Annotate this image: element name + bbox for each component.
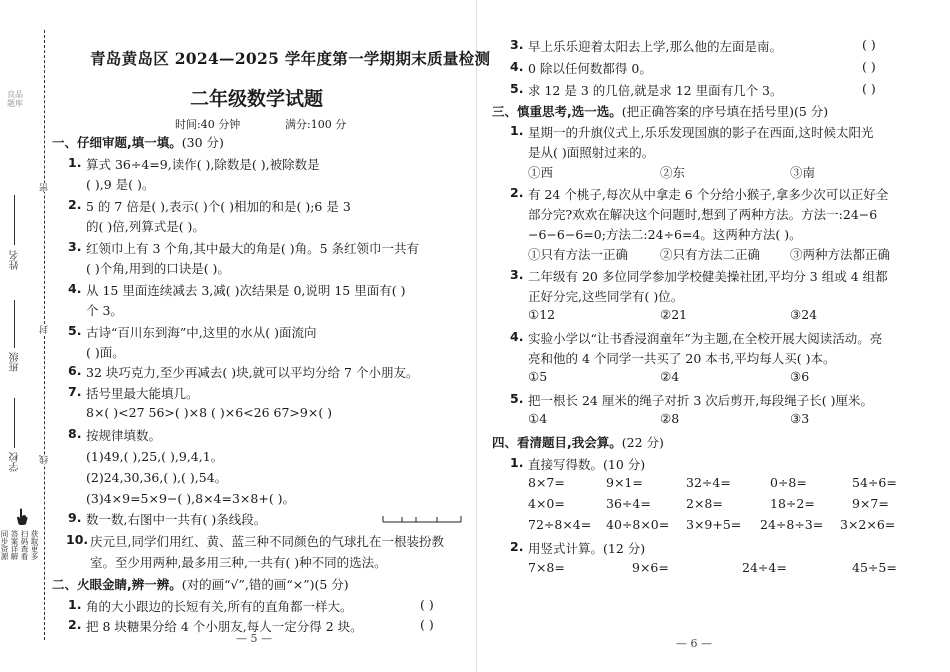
s1-q9-line1: 数一数,右图中一共有( )条线段。 [86,512,267,527]
s1-q2-line1: 5 的 7 倍是( ),表示( )个( )相加的和是( );6 是 3 [86,199,351,214]
s4-q1-text: 直接写得数。(10 分) [528,457,646,472]
s2-q4-answer-paren[interactable]: ( ) [862,59,876,74]
stamp-text-3: 获取更多 [30,530,39,560]
s2-q3-text: 早上乐乐迎着太阳去上学,那么他的左面是南。 [528,39,782,54]
stamp-text-4: 同步资源 [0,530,9,560]
s2-q4-text: 0 除以任何数都得 0。 [528,61,652,76]
s1-q1-line2: ( ),9 是( )。 [86,177,155,192]
calc-item: 18÷2= [770,496,815,511]
s1-q5-line2: ( )面。 [86,345,125,360]
s2-q4-number: 4. [510,59,524,74]
school-fill-line[interactable] [14,398,15,448]
s2-q5-answer-paren[interactable]: ( ) [862,81,876,96]
s2-q2-number: 2. [68,617,82,632]
s3-q1-number: 1. [510,123,524,138]
calc-item: 9×7= [852,496,889,511]
page-number-right: — 6 — [676,637,712,650]
calc-item: 0÷8= [770,475,807,490]
s1-q10-line1: 庆元旦,同学们用红、黄、蓝三种不同颜色的气球扎在一根装扮教 [90,534,444,549]
school-label: 学校 [10,452,21,472]
calc-item: 72÷8×4= [528,517,592,532]
s1-q4-line1: 从 15 里面连续减去 3,减( )次结果是 0,说明 15 里面有( ) [86,283,406,298]
calc-item: 40÷8×0= [606,517,670,532]
page-number-left: — 5 — [236,632,272,645]
s3-q3-line2: 正好分完,这些同学有( )位。 [528,289,684,304]
s3-q5-line1: 把一根长 24 厘米的绳子对折 3 次后剪开,每段绳子长( )厘米。 [528,393,873,408]
binding-strip [0,0,58,672]
calc-item: 4×0= [528,496,565,511]
s3-q2-line3: −6−6−6=0;方法二:24÷6=4。这两种方法( )。 [528,227,802,242]
s1-q4-number: 4. [68,281,82,296]
calc-item: 36÷4= [606,496,651,511]
s4-q2-number: 2. [510,539,524,554]
calc-item: 9×1= [606,475,643,490]
s3-q5-option-1[interactable]: ①4 [528,411,548,426]
s3-q4-line2: 亮和他的 4 个同学一共买了 20 本书,平均每人买( )本。 [528,351,836,366]
s1-q2-number: 2. [68,197,82,212]
s3-q2-line1: 有 24 个桃子,每次从中拿走 6 个分给小猴子,拿多少次可以正好全 [528,187,889,202]
s3-q2-number: 2. [510,185,524,200]
s3-q1-option-3[interactable]: ③南 [790,165,816,180]
s2-q2-text: 把 8 块糖果分给 4 个小朋友,每人一定分得 2 块。 [86,619,363,634]
s3-q4-line1: 实验小学以“让书香浸润童年”为主题,在全校开展大阅读活动。亮 [528,331,883,346]
pointing-hand-icon [15,508,29,526]
vertical-calc-item: 9×6= [632,560,669,575]
s2-q3-number: 3. [510,37,524,52]
s1-q8-line4: (3)4×9=5×9−( ),8×4=3×8+( )。 [86,491,296,506]
name-fill-line[interactable] [14,195,15,245]
s3-q3-option-1[interactable]: ①12 [528,307,556,322]
s3-q3-number: 3. [510,267,524,282]
s1-q4-line2: 个 3。 [86,303,123,318]
exam-score: 满分:100 分 [285,118,347,131]
s3-q4-option-1[interactable]: ①5 [528,369,548,384]
calc-item: 8×7= [528,475,565,490]
section-3-title: 三、慎重思考,选一选。 [492,104,622,119]
stamp-text-2: 答案详解 [10,530,19,560]
section-4-title: 四、看清题目,我会算。 [492,435,622,450]
s1-q8-line3: (2)24,30,36,( ),( ),54。 [86,470,228,485]
s1-q10-number: 10. [66,532,89,547]
s1-q7-line1: 括号里最大能填几。 [86,386,199,401]
s1-q1-line1: 算式 36÷4=9,读作( ),除数是( ),被除数是 [86,157,320,172]
vertical-calc-item: 7×8= [528,560,565,575]
s1-q1-number: 1. [68,155,82,170]
name-label: 姓名 [10,250,21,270]
page-divider [476,0,477,672]
seal-mark-2: 封 [40,325,50,334]
section-3-heading [492,102,828,120]
s2-q5-text: 求 12 是 3 的几倍,就是求 12 里面有几个 3。 [528,83,783,98]
section-2-points: (对的画“√”,错的画“×”)(5 分) [181,577,349,592]
s1-q7-number: 7. [68,384,82,399]
logo-text: 良品 题库 [7,90,23,108]
section-1-points: (30 分) [181,135,224,150]
section-1-heading [52,133,224,151]
s3-q2-option-2[interactable]: ②只有方法二正确 [660,247,761,262]
s4-q2-text: 用竖式计算。(12 分) [528,541,646,556]
section-4-points: (22 分) [621,435,664,450]
s2-q1-text: 角的大小跟边的长短有关,所有的直角都一样大。 [86,599,353,614]
s1-q6-line1: 32 块巧克力,至少再减去( )块,就可以平均分给 7 个小朋友。 [86,365,419,380]
calc-item: 54÷6= [852,475,897,490]
s3-q3-line1: 二年级有 20 多位同学参加学校健美操社团,平均分 3 组或 4 组都 [528,269,888,284]
calc-item: 32÷4= [686,475,731,490]
s1-q9-number: 9. [68,510,82,525]
s3-q1-line2: 是从( )面照射过来的。 [528,145,655,160]
calc-item: 2×8= [686,496,723,511]
binding-dashed-line [44,30,45,640]
s3-q2-option-1[interactable]: ①只有方法一正确 [528,247,629,262]
seal-mark-1: 密 [40,183,50,192]
s1-q5-line1: 古诗“百川东到海”中,这里的水从( )面流向 [86,325,317,340]
s2-q5-number: 5. [510,81,524,96]
line-segment-figure [382,514,462,524]
class-label: 班级 [10,352,21,372]
section-2-heading [52,575,349,593]
exam-subtitle: 二年级数学试题 [190,88,324,110]
s2-q1-answer-paren[interactable]: ( ) [420,597,434,612]
s3-q3-option-3[interactable]: ③24 [790,307,818,322]
vertical-calc-item: 24÷4= [742,560,787,575]
s1-q2-line2: 的( )倍,列算式是( )。 [86,219,205,234]
s3-q2-line2: 部分完?欢欢在解决这个问题时,想到了两种方法。方法一:24−6 [528,207,878,222]
s3-q5-option-2[interactable]: ②8 [660,411,680,426]
s3-q2-option-3[interactable]: ③两种方法都正确 [790,247,891,262]
publisher-logo [4,90,26,108]
s2-q3-answer-paren[interactable]: ( ) [862,37,876,52]
s1-q10-line2: 室。至少用两种,最多用三种,一共有( )种不同的选法。 [90,555,387,570]
s1-q6-number: 6. [68,363,82,378]
s4-q1-number: 1. [510,455,524,470]
s3-q3-option-2[interactable]: ②21 [660,307,688,322]
class-fill-line[interactable] [14,300,15,348]
exam-time: 时间:40 分钟 [175,118,241,131]
calc-item: 3×9+5= [686,517,742,532]
section-2-title: 二、火眼金睛,辨一辨。 [52,577,182,592]
s1-q5-number: 5. [68,323,82,338]
seal-mark-3: 线 [40,455,50,464]
stamp-text-1: 扫码查看 [20,530,29,560]
s1-q3-line2: ( )个角,用到的口诀是( )。 [86,261,230,276]
s1-q7-line2: 8×( )<27 56>( )×8 ( )×6<26 67>9×( ) [86,405,333,420]
calc-item: 24÷8÷3= [760,517,824,532]
s3-q4-number: 4. [510,329,524,344]
s1-q3-line1: 红领巾上有 3 个角,其中最大的角是( )角。5 条红领巾一共有 [86,241,420,256]
s2-q1-number: 1. [68,597,82,612]
section-1-title: 一、仔细审题,填一填。 [52,135,182,150]
s1-q3-number: 3. [68,239,82,254]
s2-q2-answer-paren[interactable]: ( ) [420,617,434,632]
s1-q8-line2: (1)49,( ),25,( ),9,4,1。 [86,449,224,464]
s1-q8-number: 8. [68,426,82,441]
s3-q4-option-3[interactable]: ③6 [790,369,810,384]
s3-q1-option-2[interactable]: ②东 [660,165,686,180]
s1-q8-line1: 按规律填数。 [86,428,162,443]
section-3-points: (把正确答案的序号填在括号里)(5 分) [621,104,829,119]
s3-q5-number: 5. [510,391,524,406]
s3-q5-option-3[interactable]: ③3 [790,411,810,426]
s3-q4-option-2[interactable]: ②4 [660,369,680,384]
s3-q1-option-1[interactable]: ①西 [528,165,554,180]
s3-q1-line1: 星期一的升旗仪式上,乐乐发现国旗的影子在西面,这时候太阳光 [528,125,874,140]
section-4-heading [492,433,664,451]
exam-title: 青岛黄岛区 2024—2025 学年度第一学期期末质量检测 [90,49,491,68]
vertical-calc-item: 45÷5= [852,560,897,575]
calc-item: 3×2×6= [840,517,896,532]
